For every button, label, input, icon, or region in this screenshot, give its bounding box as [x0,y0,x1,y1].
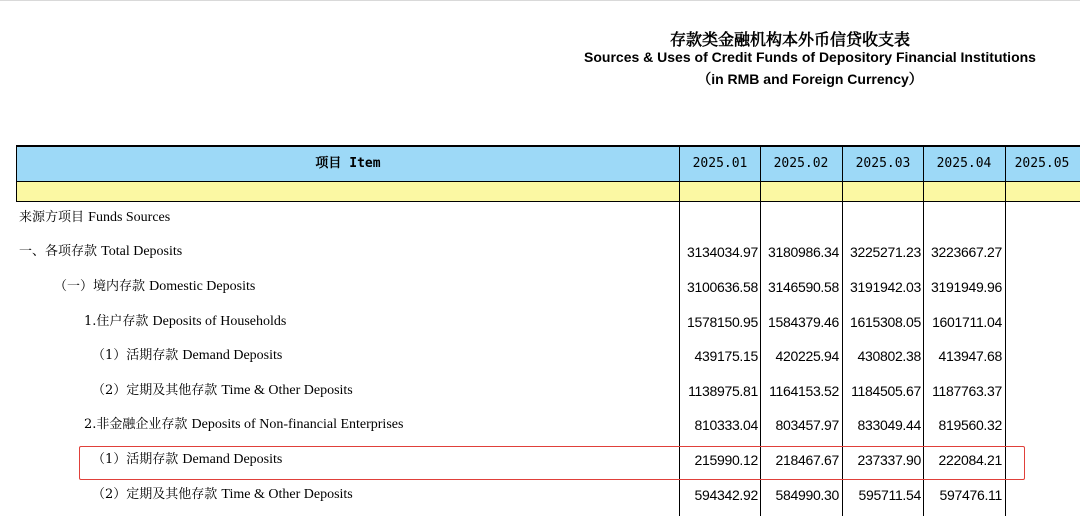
table-row-label [19,235,182,269]
table-header-spacer-row [16,181,1080,201]
row-label-cn: （一）境内存款 [54,279,146,294]
header-divider [16,181,1080,182]
row-label-en: Time & Other Deposits [221,487,353,502]
row-label-cn: （1）活期存款 [92,452,179,467]
table-cell: 833049.44 [857,417,921,433]
table-row-label [54,270,255,304]
row-label-en: Domestic Deposits [149,279,256,294]
title-english: Sources & Uses of Credit Funds of Depository Financial Institutions [584,49,1036,65]
table-cell: 803457.97 [775,417,839,433]
table-cell: 1615308.05 [850,314,921,330]
table-cell: 3134034.97 [687,244,758,260]
table-cell: 1187763.37 [932,383,1002,399]
table-cell: 218467.67 [775,452,839,468]
header-period-2: 2025.02 [773,156,829,171]
table-row-label [84,408,403,442]
table-cell: 430802.38 [857,348,921,364]
table-cell: 420225.94 [775,348,839,364]
table-cell: 1578150.95 [687,314,758,330]
table-cell: 237337.90 [857,452,921,468]
table-cell: 439175.15 [694,348,758,364]
row-label-en: Time & Other Deposits [221,383,353,398]
table-cell: 584990.30 [775,487,839,503]
table-cell: 810333.04 [694,417,758,433]
table-cell: 1584379.46 [768,314,839,330]
table-cell: 1138975.81 [688,383,758,399]
row-label-en: Total Deposits [101,244,183,259]
row-label-cn: 来源方项目 [19,210,85,225]
row-label-en: Deposits of Households [152,314,287,329]
title-subtitle: （in RMB and Foreign Currency） [697,71,923,87]
header-period-3: 2025.03 [855,156,911,171]
row-label-en: Demand Deposits [182,348,283,363]
table-cell: 222084.21 [938,452,1002,468]
table-cell: 413947.68 [938,348,1002,364]
header-period-4: 2025.04 [936,156,992,171]
header-period-5: 2025.05 [1014,156,1070,171]
table-cell: 819560.32 [938,417,1002,433]
row-label-cn: 1.住户存款 [84,314,149,329]
table-row-label [92,339,282,373]
row-label-cn: （1）活期存款 [92,348,179,363]
table-cell: 3223667.27 [931,244,1002,260]
row-label-en: Funds Sources [88,210,171,225]
table-row-label [92,478,353,512]
table-cell: 3225271.23 [850,244,921,260]
table-cell: 597476.11 [939,487,1002,503]
table-cell: 215990.12 [694,452,758,468]
row-label-cn: 一、各项存款 [19,244,98,259]
spacer-divider [16,201,1080,202]
page-top-rule [0,0,1080,1]
row-label-cn: 2.非金融企业存款 [84,417,188,432]
table-cell: 3191949.96 [931,279,1002,295]
row-label-cn: （2）定期及其他存款 [92,383,218,398]
table-cell: 3180986.34 [768,244,839,260]
table-cell: 3146590.58 [768,279,839,295]
table-cell: 3100636.58 [687,279,758,295]
table-cell: 594342.92 [694,487,758,503]
table-row-label [19,201,170,235]
table-cell: 595711.54 [858,487,921,503]
table-row-label [92,374,353,408]
row-label-en: Deposits of Non-financial Enterprises [191,417,404,432]
table-cell: 1601711.04 [932,314,1002,330]
table-row-label [84,305,286,339]
header-period-1: 2025.01 [692,156,748,171]
title-chinese: 存款类金融机构本外币信贷收支表 [669,30,910,49]
highlight-box [79,446,1025,480]
header-item-label: 项目 Item [315,156,381,171]
table-cell: 1184505.67 [851,383,921,399]
row-label-en: Demand Deposits [182,452,283,467]
table-cell: 3191942.03 [850,279,921,295]
table-cell: 1164153.52 [769,383,839,399]
row-label-cn: （2）定期及其他存款 [92,487,218,502]
